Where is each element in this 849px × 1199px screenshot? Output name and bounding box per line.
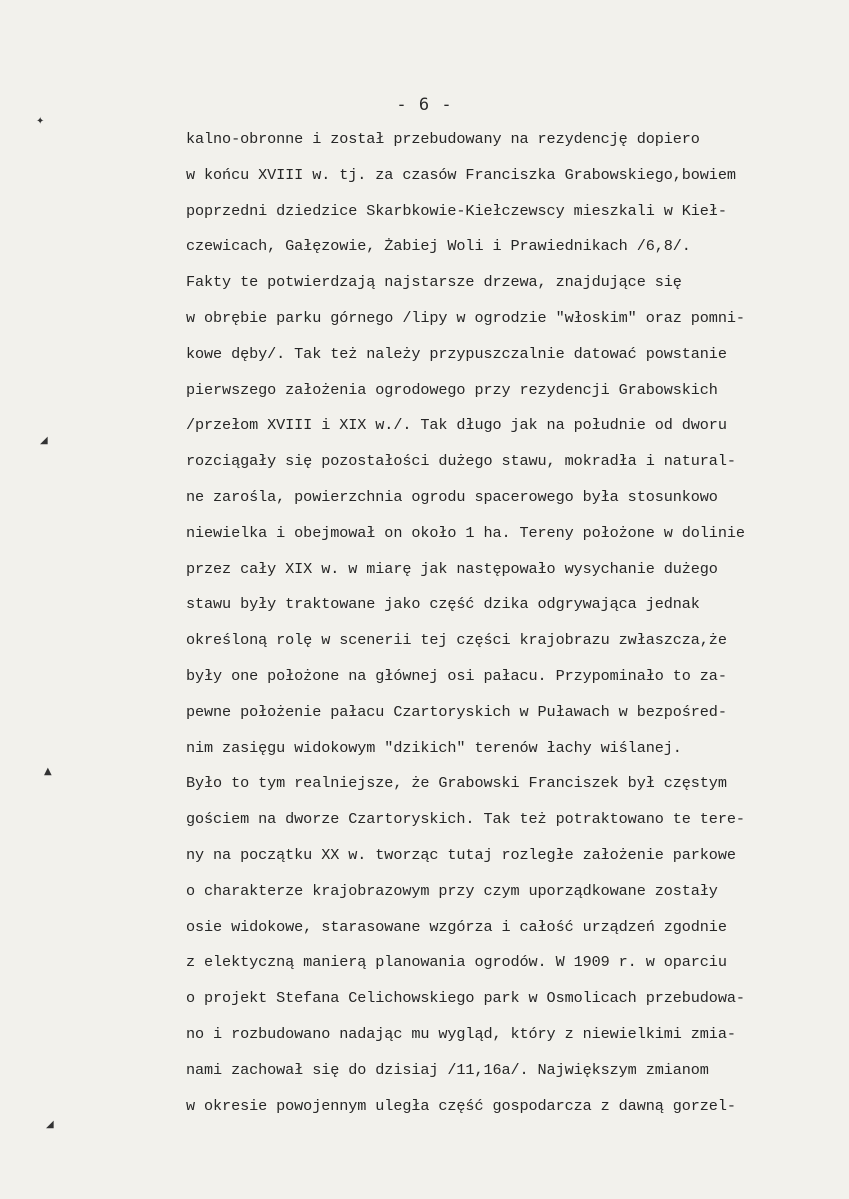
- text-line: w okresie powojennym uległa część gospodarcza z dawną gorzel-: [186, 1096, 736, 1115]
- text-line: /przełom XVIII i XIX w./. Tak długo jak na południe od dworu: [186, 416, 727, 435]
- text-line: w końcu XVIII w. tj. za czasów Franciszka Grabowskiego,bowiem: [186, 165, 736, 184]
- text-line: w obrębie parku górnego /lipy w ogrodzie "włoskim" oraz pomni-: [186, 308, 745, 327]
- body-text: [186, 122, 826, 1124]
- text-line: kowe dęby/. Tak też należy przypuszczalnie datować powstanie: [186, 344, 727, 363]
- text-line: kalno-obronne i został przebudowany na rezydencję dopiero: [186, 130, 700, 148]
- text-line: poprzedni dziedzice Skarbkowie-Kiełczewscy mieszkali w Kieł-: [186, 201, 727, 220]
- text-line: stawu były traktowane jako część dzika odgrywająca jednak: [186, 595, 700, 614]
- margin-speck: ◢: [40, 435, 48, 446]
- text-line: Było to tym realniejsze, że Grabowski Franciszek był częstym: [186, 774, 727, 793]
- text-line: określoną rolę w scenerii tej części krajobrazu zwłaszcza,że: [186, 631, 727, 650]
- text-line: ne zarośla, powierzchnia ogrodu spacerowego była stosunkowo: [186, 487, 718, 506]
- text-line: przez cały XIX w. w miarę jak następowało wysychanie dużego: [186, 559, 718, 578]
- text-line: no i rozbudowano nadając mu wygląd, który z niewielkimi zmia-: [186, 1024, 736, 1043]
- text-line: osie widokowe, starasowane wzgórza i całość urządzeń zgodnie: [186, 917, 727, 936]
- text-line: o charakterze krajobrazowym przy czym uporządkowane zostały: [186, 881, 718, 900]
- text-line: Fakty te potwierdzają najstarsze drzewa, znajdujące się: [186, 273, 682, 292]
- text-line: nami zachował się do dzisiaj /11,16a/. Największym zmianom: [186, 1060, 709, 1079]
- text-line: czewicach, Gałęzowie, Żabiej Woli i Prawiednikach /6,8/.: [186, 237, 691, 256]
- text-line: były one położone na głównej osi pałacu. Przypominało to za-: [186, 666, 727, 685]
- page-number: - 6 -: [396, 95, 453, 115]
- text-line: ny na początku XX w. tworząc tutaj rozległe założenie parkowe: [186, 845, 736, 864]
- margin-speck: ▲: [44, 766, 52, 777]
- margin-speck: ◢: [46, 1119, 54, 1130]
- text-line: nim zasięgu widokowym "dzikich" terenów łachy wiślanej.: [186, 738, 682, 757]
- margin-speck: ✦: [36, 116, 45, 127]
- text-line: niewielka i obejmował on około 1 ha. Tereny położone w dolinie: [186, 523, 745, 542]
- text-line: o projekt Stefana Celichowskiego park w Osmolicach przebudowa-: [186, 989, 745, 1008]
- text-line: rozciągały się pozostałości dużego stawu, mokradła i natural-: [186, 452, 736, 471]
- text-line: pierwszego założenia ogrodowego przy rezydencji Grabowskich: [186, 380, 718, 399]
- text-line: z elektyczną manierą planowania ogrodów. W 1909 r. w oparciu: [186, 953, 727, 972]
- text-line: pewne położenie pałacu Czartoryskich w Puławach w bezpośred-: [186, 702, 727, 721]
- text-line: gościem na dworze Czartoryskich. Tak też potraktowano te tere-: [186, 810, 745, 829]
